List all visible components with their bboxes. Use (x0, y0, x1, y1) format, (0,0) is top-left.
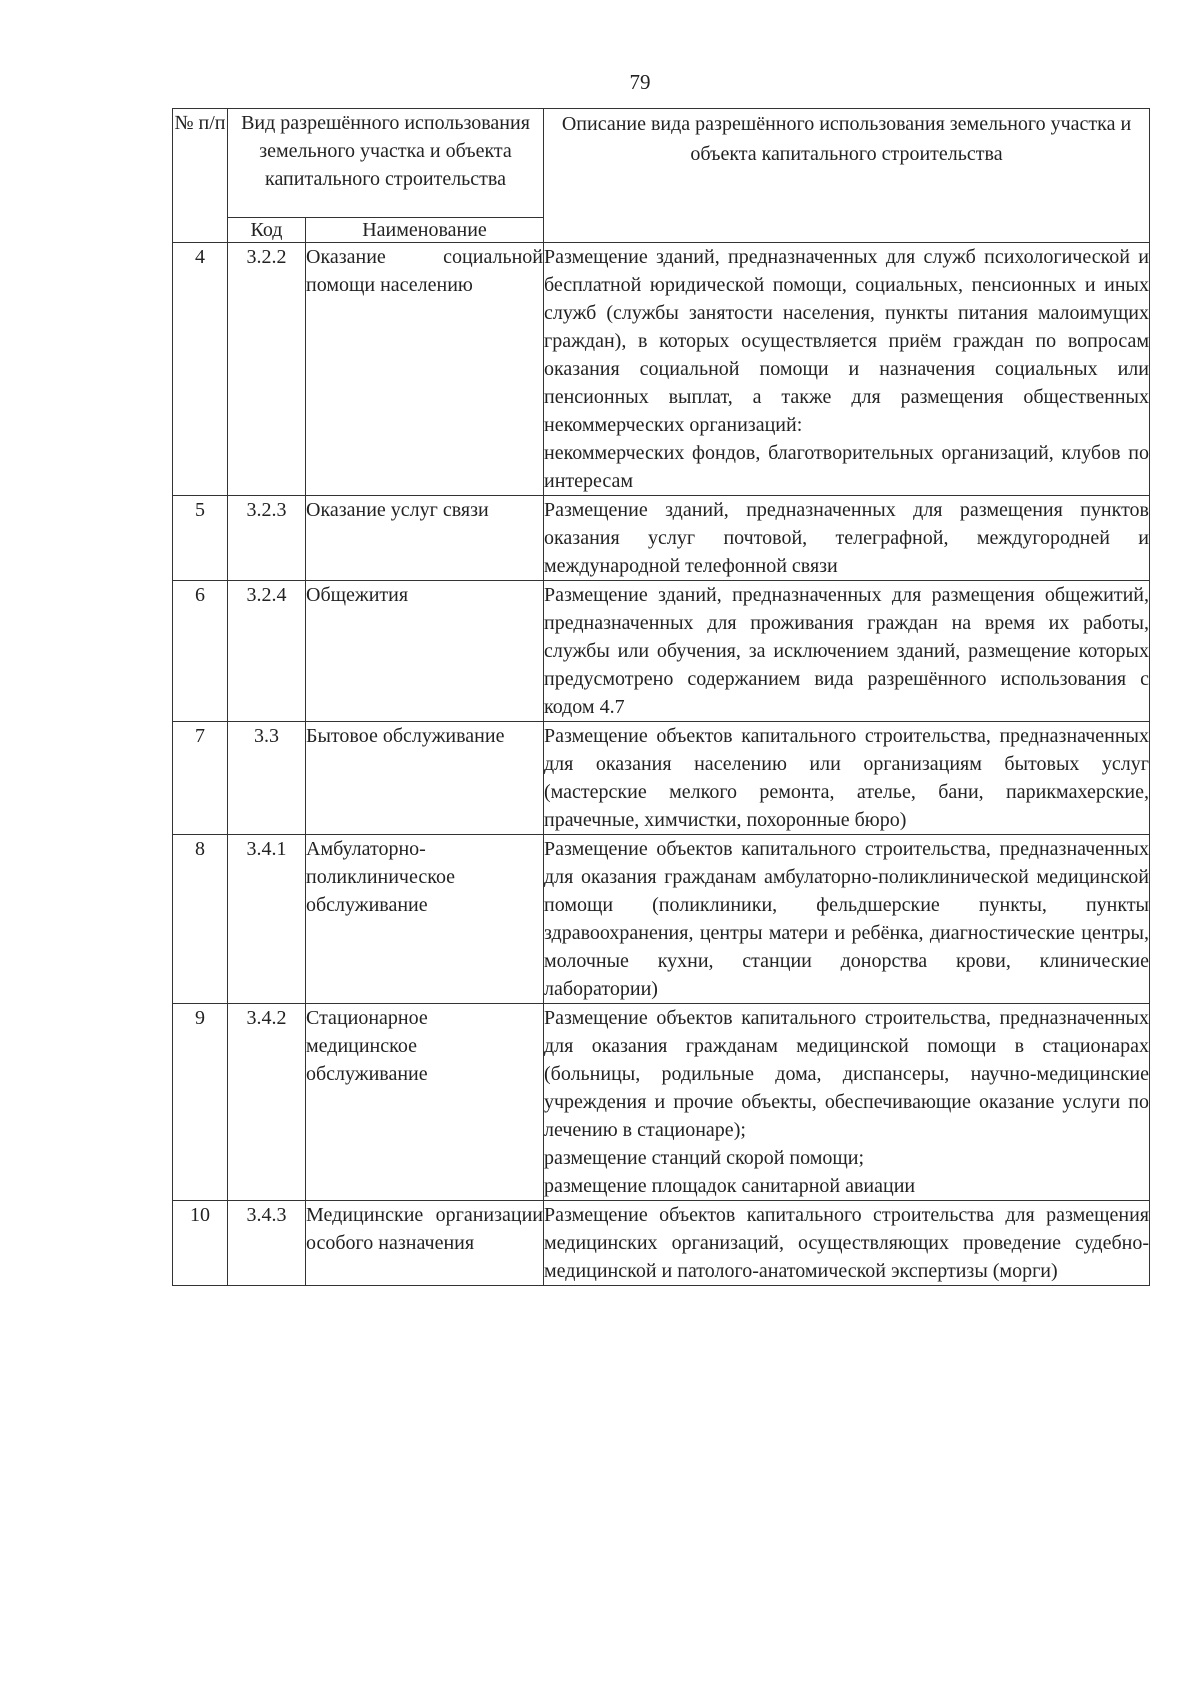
header-code: Код (228, 218, 306, 243)
row-description (544, 835, 1150, 1004)
land-use-table (172, 108, 1150, 1286)
header-number: № п/п (173, 109, 228, 243)
row-name: Медицинские организации особого назначения (306, 1201, 544, 1286)
row-code: 3.4.2 (228, 1004, 306, 1201)
row-code: 3.4.3 (228, 1201, 306, 1286)
description-paragraph: некоммерческих фондов, благотворительных организаций, клубов по интересам (544, 442, 1149, 492)
table-row (173, 835, 1150, 1004)
description-paragraph: Размещение объектов капитального строительства, предназначенных для оказания гражданам медицинской помощи в стационарах (больницы, родильные дома, диспансеры, научно-медицинские учреждения и прочие объекты, обеспечивающие оказание услуги по лечению в стационаре); (544, 1007, 1149, 1141)
header-use-type: Вид разрешённого использования земельного участка и объекта капитального строительства (228, 109, 544, 218)
row-description (544, 581, 1150, 722)
description-paragraph: Размещение зданий, предназначенных для размещения общежитий, предназначенных для проживания граждан на время их работы, службы или обучения, за исключением зданий, размещение которых предусмотрено содержанием вида разрешённого использования с кодом 4.7 (544, 584, 1149, 718)
table-row (173, 722, 1150, 835)
row-code: 3.4.1 (228, 835, 306, 1004)
row-description (544, 722, 1150, 835)
table-row (173, 1201, 1150, 1286)
row-name: Общежития (306, 581, 544, 722)
row-number: 10 (173, 1201, 228, 1286)
row-number: 6 (173, 581, 228, 722)
header-description: Описание вида разрешённого использования земельного участка и объекта капитального строительства (544, 109, 1150, 243)
row-name: Бытовое обслуживание (306, 722, 544, 835)
description-paragraph: размещение станций скорой помощи; (544, 1147, 865, 1169)
row-name: Стационарное медицинское обслуживание (306, 1004, 544, 1201)
row-number: 7 (173, 722, 228, 835)
row-description (544, 243, 1150, 496)
description-paragraph: Размещение зданий, предназначенных для размещения пунктов оказания услуг почтовой, телеграфной, междугородней и международной телефонной связи (544, 499, 1149, 577)
description-paragraph: Размещение зданий, предназначенных для служб психологической и бесплатной юридической помощи, социальных, пенсионных и иных служб (службы занятости населения, пункты питания малоимущих граждан), в которых осуществляется приём граждан по вопросам оказания социальной помощи и назначения социальных или пенсионных выплат, а также для размещения общественных некоммерческих организаций: (544, 246, 1149, 436)
page-number: 79 (629, 70, 651, 94)
description-paragraph: размещение площадок санитарной авиации (544, 1175, 916, 1197)
table-body (173, 243, 1150, 1286)
row-name: Амбулаторно-поликлиническое обслуживание (306, 835, 544, 1004)
row-code: 3.2.3 (228, 496, 306, 581)
row-number: 5 (173, 496, 228, 581)
row-code: 3.2.4 (228, 581, 306, 722)
header-name: Наименование (306, 218, 544, 243)
description-paragraph: Размещение объектов капитального строительства для размещения медицинских организаций, осуществляющих проведение судебно-медицинской и патолого-анатомической экспертизы (морги) (544, 1204, 1149, 1282)
row-code: 3.2.2 (228, 243, 306, 496)
row-description (544, 1201, 1150, 1286)
row-number: 4 (173, 243, 228, 496)
row-number: 8 (173, 835, 228, 1004)
row-name: Оказание услуг связи (306, 496, 544, 581)
row-name: Оказание социальной помощи населению (306, 243, 544, 496)
table-row (173, 581, 1150, 722)
table-row (173, 496, 1150, 581)
row-description (544, 496, 1150, 581)
row-code: 3.3 (228, 722, 306, 835)
table-row (173, 1004, 1150, 1201)
table-row (173, 243, 1150, 496)
row-number: 9 (173, 1004, 228, 1201)
row-description (544, 1004, 1150, 1201)
description-paragraph: Размещение объектов капитального строительства, предназначенных для оказания гражданам амбулаторно-поликлинической медицинской помощи (поликлиники, фельдшерские пункты, пункты здравоохранения, центры матери и ребёнка, диагностические центры, молочные кухни, станции донорства крови, клинические лаборатории) (544, 838, 1149, 1000)
description-paragraph: Размещение объектов капитального строительства, предназначенных для оказания населению или организациям бытовых услуг (мастерские мелкого ремонта, ателье, бани, парикмахерские, прачечные, химчистки, похоронные бюро) (544, 725, 1149, 831)
